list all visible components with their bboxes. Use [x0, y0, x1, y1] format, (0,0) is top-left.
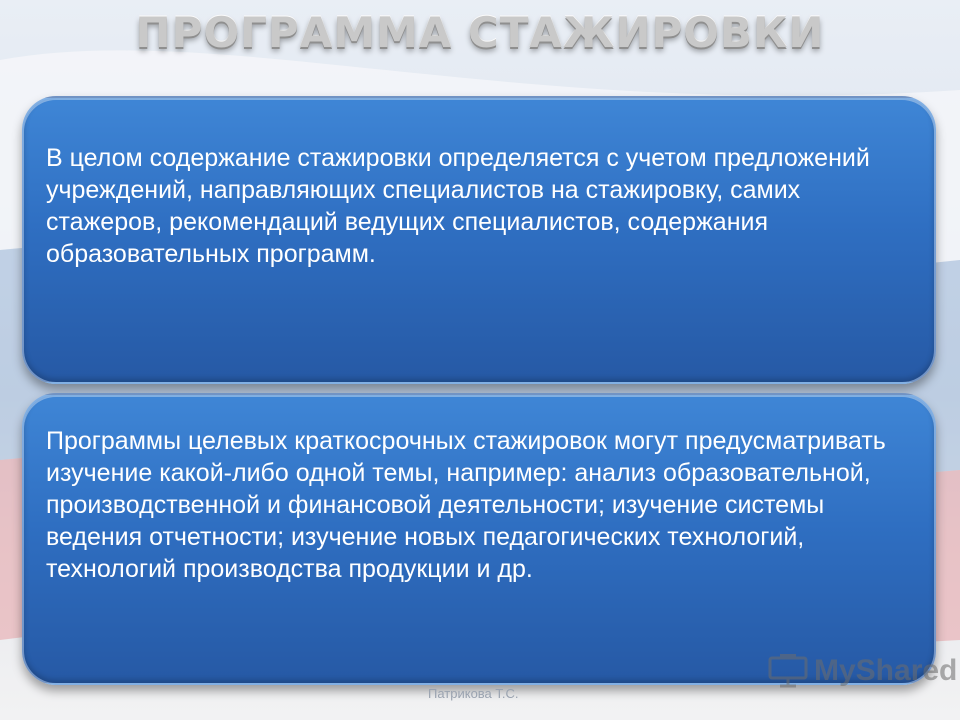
watermark-text: MyShared: [814, 654, 958, 687]
content-block-targeted-programs: [22, 393, 936, 685]
block2-text: Программы целевых краткосрочных стажировок могут предусматривать изучение какой-либо одной темы, например: анализ образовательной, производственной и финансовой деятельности; изучение системы ведения отчетности; изучение новых педагогических технологий, технологий производства продукции и др.: [46, 427, 886, 583]
content-block-general: [22, 96, 936, 384]
presentation-screen-icon: [768, 654, 808, 688]
block1-text: В целом содержание стажировки определяется с учетом предложений учреждений, направляющих специалистов на стажировку, самих стажеров, рекомендаций ведущих специалистов, содержания образовательных программ.: [46, 144, 870, 268]
footer-author: Патрикова Т.С.: [428, 686, 519, 701]
slide-title: ПРОГРАММА СТАЖИРОВКИ: [135, 8, 825, 57]
watermark-logo: [768, 654, 957, 688]
